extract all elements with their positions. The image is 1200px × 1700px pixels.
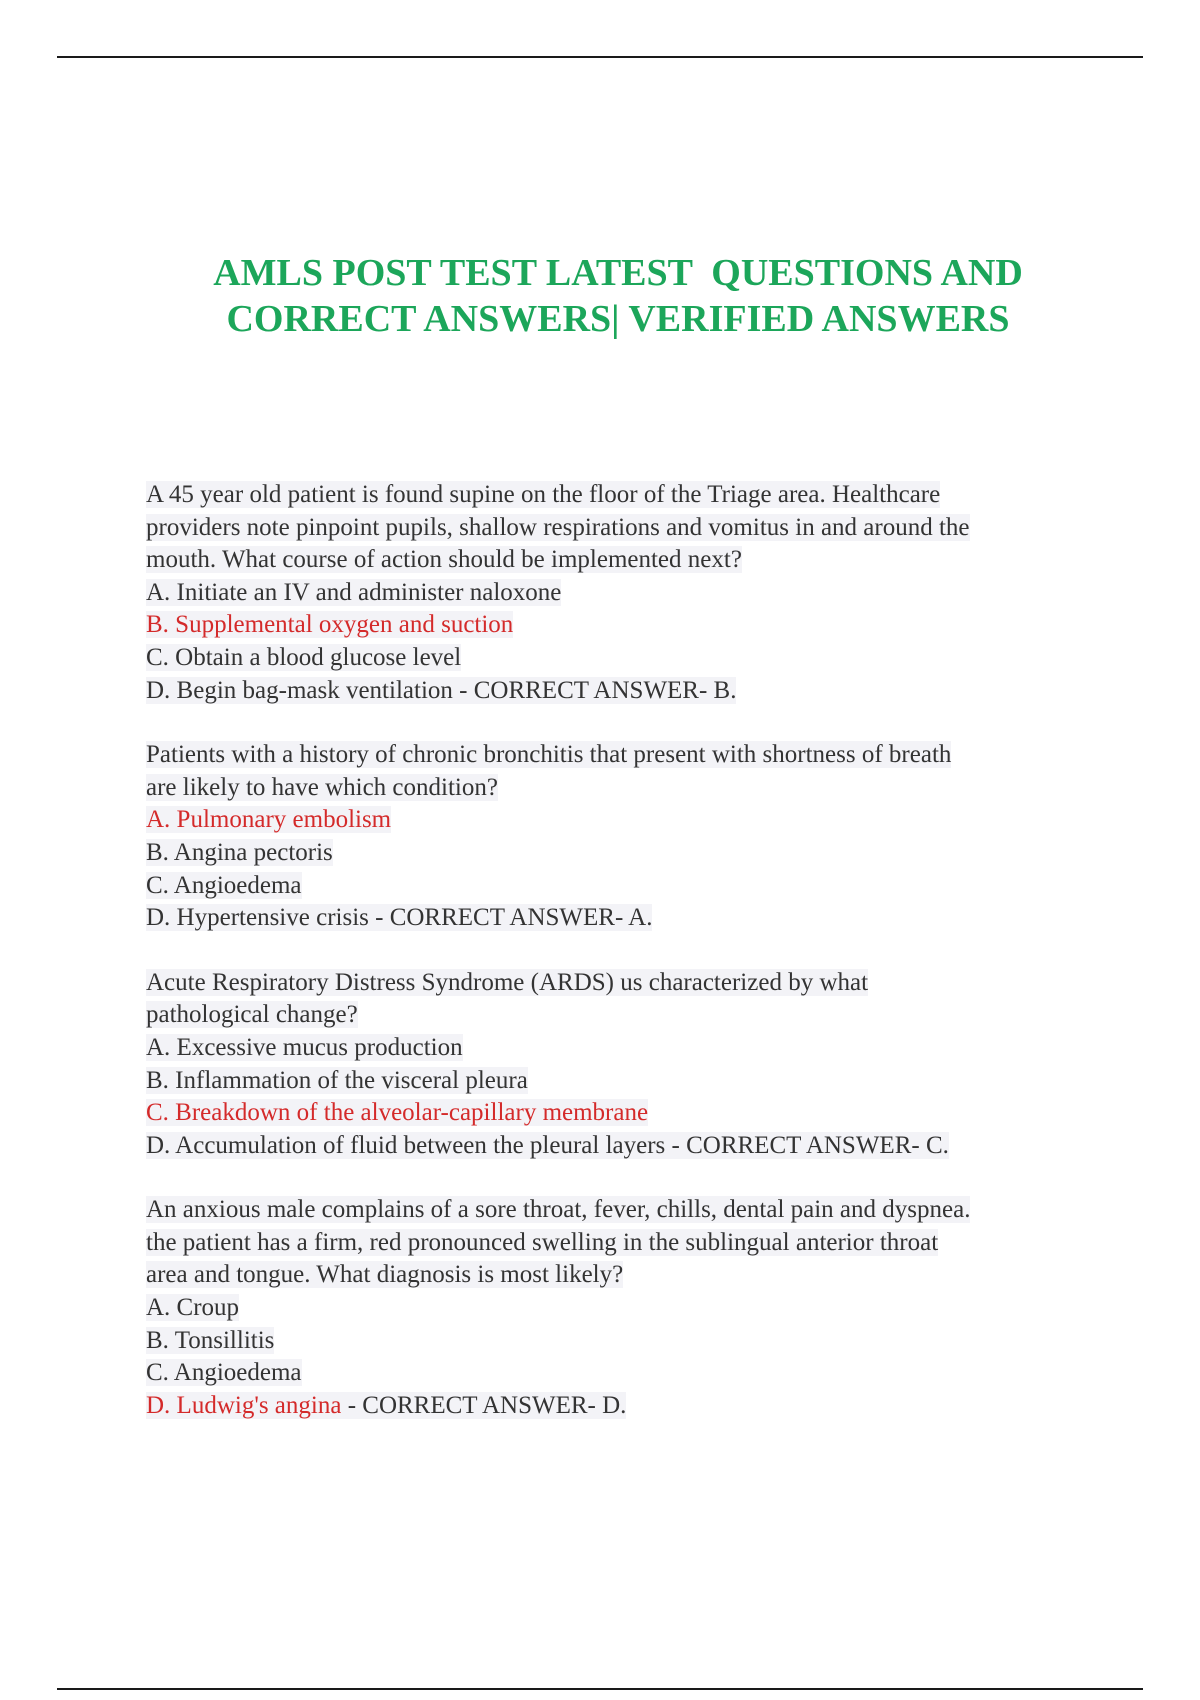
question-stem-line: Acute Respiratory Distress Syndrome (ARDS) us characterized by what — [146, 968, 869, 996]
option-b: B. Angina pectoris — [146, 838, 333, 866]
option-d: D. Accumulation of fluid between the pleural layers - CORRECT ANSWER- C. — [146, 1131, 949, 1159]
option-b: B. Inflammation of the visceral pleura — [146, 1066, 528, 1094]
question-stem-line: A 45 year old patient is found supine on the floor of the Triage area. Healthcare — [146, 481, 941, 508]
option-a: A. Croup — [146, 1294, 240, 1322]
option-a-correct: A. Pulmonary embolism — [146, 806, 392, 834]
bottom-rule — [57, 1688, 1143, 1690]
question-stem-line: An anxious male complains of a sore throat, fever, chills, dental pain and dyspnea. — [146, 1196, 971, 1224]
question-stem-line: pathological change? — [146, 1001, 358, 1029]
title-line-1: AMLS POST TEST LATEST QUESTIONS AND — [213, 252, 1023, 294]
option-d-correct: D. Ludwig's angina - CORRECT ANSWER- D. — [146, 1391, 627, 1419]
question-1 — [146, 479, 1106, 707]
option-a: A. Excessive mucus production — [146, 1033, 463, 1061]
question-stem-line: area and tongue. What diagnosis is most likely? — [146, 1261, 624, 1289]
option-b-correct: B. Supplemental oxygen and suction — [146, 611, 514, 639]
question-3 — [146, 967, 1106, 1163]
question-2 — [146, 739, 1106, 935]
question-stem-line: the patient has a firm, red pronounced swelling in the sublingual anterior throat — [146, 1228, 939, 1256]
question-4 — [146, 1194, 1106, 1422]
option-d: D. Begin bag-mask ventilation - CORRECT ANSWER- B. — [146, 676, 737, 704]
question-stem-line: mouth. What course of action should be implemented next? — [146, 546, 742, 574]
option-b: B. Tonsillitis — [146, 1326, 275, 1354]
question-stem-line: are likely to have which condition? — [146, 773, 498, 801]
correct-answer-label: - CORRECT ANSWER- C. — [665, 1131, 949, 1159]
correct-answer-label: - CORRECT ANSWER- B. — [452, 676, 737, 704]
question-stem-line: Patients with a history of chronic bronchitis that present with shortness of breath — [146, 741, 952, 769]
document-title — [0, 250, 1200, 342]
option-c: C. Angioedema — [146, 1359, 302, 1387]
question-list — [146, 479, 1106, 1454]
correct-answer-label: - CORRECT ANSWER- D. — [341, 1391, 627, 1419]
question-stem-line: providers note pinpoint pupils, shallow respirations and vomitus in and around the — [146, 513, 970, 541]
top-rule — [57, 56, 1143, 58]
option-c: C. Obtain a blood glucose level — [146, 643, 462, 671]
option-a: A. Initiate an IV and administer naloxone — [146, 578, 562, 606]
title-line-2: CORRECT ANSWERS| VERIFIED ANSWERS — [226, 298, 1010, 340]
option-c: C. Angioedema — [146, 871, 302, 899]
option-d: D. Hypertensive crisis - CORRECT ANSWER- A. — [146, 904, 653, 932]
correct-answer-label: - CORRECT ANSWER- A. — [368, 904, 653, 932]
option-c-correct: C. Breakdown of the alveolar-capillary membrane — [146, 1099, 649, 1127]
